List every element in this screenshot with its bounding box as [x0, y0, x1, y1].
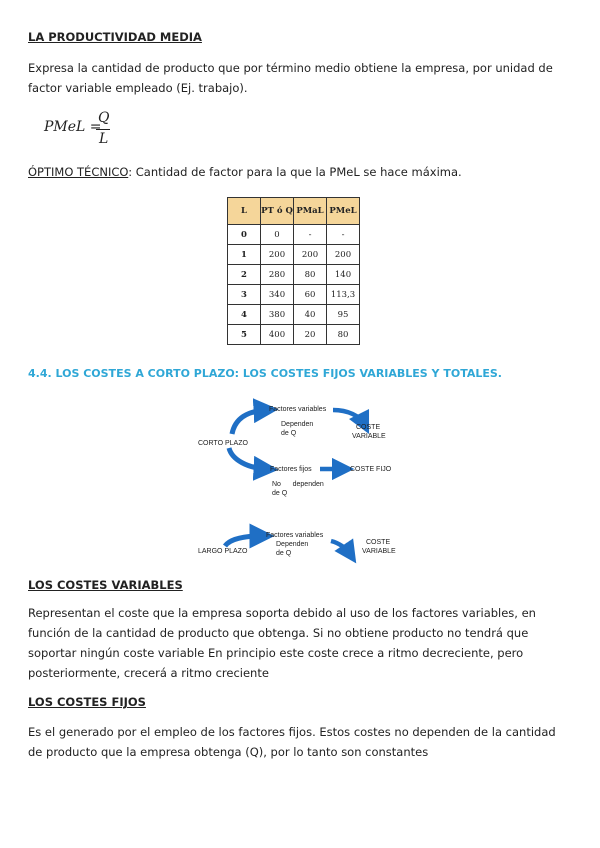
table-cell: 20: [294, 325, 327, 345]
table-cell: 4: [228, 305, 261, 325]
table-cell: 60: [294, 285, 327, 305]
label-coste-variable-2: VARIABLE: [352, 433, 386, 440]
table-header: L: [228, 198, 261, 225]
table-cell: 2: [228, 265, 261, 285]
table-cell: 80: [294, 265, 327, 285]
table-row: [228, 265, 360, 285]
formula-bar: [96, 129, 110, 130]
table-header: PMeL: [327, 198, 360, 225]
table-cell: 380: [261, 305, 294, 325]
table-row: [228, 325, 360, 345]
table-cell: 80: [327, 325, 360, 345]
productivity-table: [227, 197, 360, 345]
table-cell: 200: [261, 245, 294, 265]
table-cell: 40: [294, 305, 327, 325]
table-cell: -: [294, 225, 327, 245]
table-cell: 113,3: [327, 285, 360, 305]
optimo-line: [28, 162, 462, 182]
table-cell: 1: [228, 245, 261, 265]
arrow-corto-to-fijos: [229, 448, 266, 469]
table-cell: 200: [327, 245, 360, 265]
label-factores-fijos: Factores fijos: [270, 466, 312, 473]
table-cell: 400: [261, 325, 294, 345]
table-row: [228, 305, 360, 325]
table-cell: 95: [327, 305, 360, 325]
label-coste-variable-largo-2: VARIABLE: [362, 548, 396, 555]
section-title-costes-corto-plazo: 4.4. LOS COSTES A CORTO PLAZO: LOS COSTES FIJOS VARIABLES Y TOTALES.: [28, 367, 502, 380]
arrow-corto-to-variables: [232, 410, 266, 434]
label-no-dependen: No dependen: [272, 481, 324, 488]
arrow-variables-to-coste-variable: [333, 410, 364, 424]
table-cell: 3: [228, 285, 261, 305]
section-title-costes-variables: LOS COSTES VARIABLES: [28, 578, 183, 592]
label-dependen: Dependen: [281, 421, 314, 428]
table-cell: 0: [228, 225, 261, 245]
section-title-productividad: LA PRODUCTIVIDAD MEDIA: [28, 30, 202, 44]
productividad-paragraph: Expresa la cantidad de producto que por término medio obtiene la empresa, por unidad de factor variable empleado (Ej. trabajo).: [28, 61, 553, 95]
label-coste-fijo: COSTE FIJO: [350, 466, 392, 473]
table-header: PMaL: [294, 198, 327, 225]
costes-fijos-paragraph: Es el generado por el empleo de los factores fijos. Estos costes no dependen de la cantidad de producto que la empresa obtenga (Q), por lo tanto son constantes: [28, 725, 556, 759]
table-cell: 0: [261, 225, 294, 245]
label-factores-variables: Factores variables: [269, 406, 327, 413]
arrow-variables-to-coste-variable-largo: [331, 541, 350, 554]
table-cell: 200: [294, 245, 327, 265]
table-cell: -: [327, 225, 360, 245]
section-title-costes-fijos: LOS COSTES FIJOS: [28, 695, 146, 709]
table-header-row: [228, 198, 360, 225]
table-cell: 140: [327, 265, 360, 285]
label-coste-variable-1: COSTE: [356, 424, 381, 431]
arrow-largo-to-variables: [225, 536, 262, 546]
label-de-q: de Q: [281, 430, 297, 437]
table-cell: 5: [228, 325, 261, 345]
formula-denominator: L: [99, 131, 109, 147]
table-header: PT ó Q: [261, 198, 294, 225]
label-factores-variables-largo: Factores variables: [266, 532, 324, 539]
table-cell: 280: [261, 265, 294, 285]
label-coste-variable-largo-1: COSTE: [366, 539, 391, 546]
table-cell: 340: [261, 285, 294, 305]
formula-numerator: Q: [98, 110, 110, 126]
label-corto-plazo: CORTO PLAZO: [198, 440, 248, 447]
label-largo-plazo: LARGO PLAZO: [198, 548, 248, 555]
formula-lhs: PMeL =: [44, 119, 102, 135]
table-row: [228, 225, 360, 245]
optimo-text: : Cantidad de factor para la que la PMeL se hace máxima.: [128, 165, 462, 179]
optimo-label: ÓPTIMO TÉCNICO: [28, 165, 129, 179]
table-row: [228, 245, 360, 265]
label-dependen-largo: Dependen: [276, 541, 309, 548]
table-row: [228, 285, 360, 305]
label-de-q-largo: de Q: [276, 550, 292, 557]
costes-variables-paragraph: Representan el coste que la empresa soporta debido al uso de los factores variables, en función de la cantidad de producto que obtenga. Si no obtiene producto no tendrá que soportar ningún coste variable En principio este coste crece a ritmo decreciente, pero posteriormente, crecerá a ritmo creciente: [28, 606, 536, 680]
label-no-de-q: de Q: [272, 490, 288, 497]
